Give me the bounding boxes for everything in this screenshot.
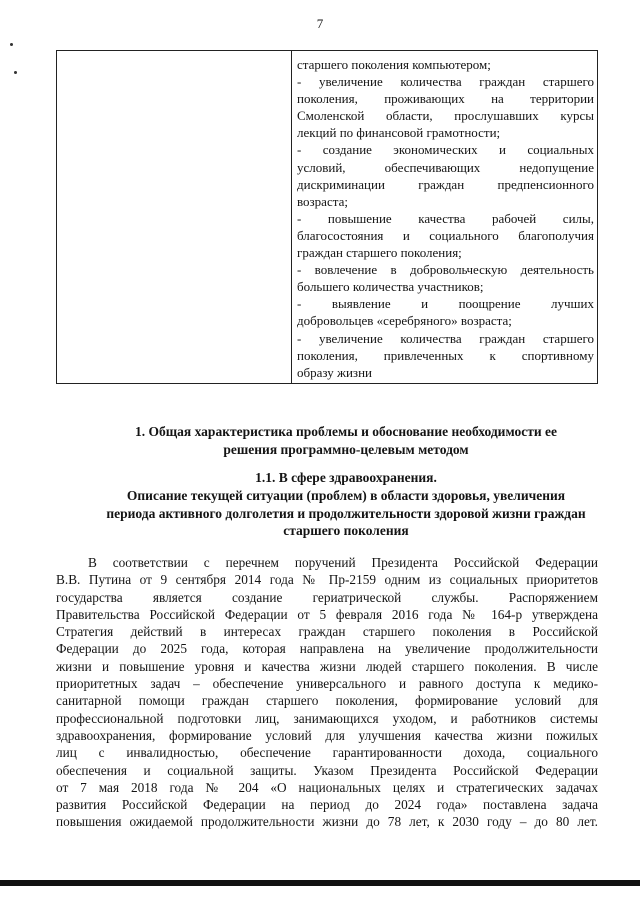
table-cell-line: - выявление и поощрение лучших	[297, 296, 594, 312]
paragraph-line: профессиональной подготовки лиц, занимающихся уходом, и работников системы	[56, 710, 598, 726]
continuation-table	[56, 50, 598, 384]
paragraph-line: Федерации до 2025 года, которая направлена на увеличение продолжительности	[56, 641, 598, 657]
paragraph-line: Правительства Российской Федерации от 5 февраля 2016 года № 164-р утверждена	[56, 606, 598, 622]
paragraph-line: Стратегия действий в интересах граждан старшего поколения в Российской	[56, 624, 598, 640]
paragraph-line: государства является создание гериатрической службы. Распоряжением	[56, 589, 598, 605]
paragraph-line: В.В. Путина от 9 сентября 2014 года № Пр-2159 одним из социальных приоритетов	[56, 572, 598, 588]
table-cell-line: поколения, проживающих на территории	[297, 91, 594, 107]
paragraph-line: приоритетных задач – обеспечение универсального и равного доступа к медико-	[56, 676, 598, 692]
table-cell-line: добровольцев «серебряного» возраста;	[297, 313, 512, 329]
subsection-heading	[56, 487, 636, 540]
subsection-heading-line: периода активного долголетия и продолжительности здоровой жизни граждан	[106, 505, 586, 521]
paragraph-line: здравоохранения, формирование условий для улучшения качества жизни пожилых	[56, 727, 598, 743]
paragraph-line: от 7 мая 2018 года № 204 «О национальных целях и стратегических задачах	[56, 779, 598, 795]
body-paragraph	[56, 554, 598, 831]
table-cell-line: старшего поколения компьютером;	[297, 57, 491, 72]
table-cell-line: - повышение качества рабочей силы,	[297, 210, 594, 226]
table-cell-line: возраста;	[297, 193, 348, 209]
subsection-heading-line: старшего поколения	[283, 523, 409, 538]
table-cell-line: благосостояния и социального благополучия	[297, 227, 594, 243]
table-cell-line: лекций по финансовой грамотности;	[297, 125, 501, 141]
table-cell-line: образу жизни	[297, 364, 372, 380]
table-cell-line: большего количества участников;	[297, 279, 484, 295]
table-cell-line: Смоленской области, прослушавших курсы	[297, 108, 594, 124]
subsection-heading-line: Описание текущей ситуации (проблем) в области здоровья, увеличения	[126, 488, 566, 503]
table-right-cell	[292, 51, 597, 383]
paragraph-line: лиц с инвалидностью, обеспечение гарантированности дохода, социального	[56, 745, 598, 761]
paragraph-line: развития Российской Федерации на период до 2024 года» поставлена задача	[56, 797, 598, 813]
table-cell-line: поколения, привлеченных к спортивному	[297, 347, 594, 363]
margin-mark	[10, 43, 13, 46]
paragraph-line: повышения ожидаемой продолжительности жизни до 78 лет, к 2030 году – до 80 лет.	[56, 814, 598, 830]
paragraph-line: В соответствии с перечнем поручений Президента Российской Федерации	[88, 555, 598, 570]
table-cell-line: дискриминации граждан предпенсионного	[297, 176, 594, 192]
section-heading	[56, 423, 636, 458]
section-heading-line: решения программно-целевым методом	[223, 441, 469, 457]
page-number: 7	[316, 16, 324, 31]
paragraph-line: жизни и повышение уровня и качества жизни людей старшего поколения. В числе	[56, 658, 598, 674]
table-cell-line: - создание экономических и социальных	[297, 142, 594, 158]
table-cell-line: - увеличение количества граждан старшего	[297, 330, 594, 346]
table-cell-line: граждан старшего поколения;	[297, 245, 462, 261]
table-cell-line: - увеличение количества граждан старшего	[297, 74, 594, 90]
section-heading-line: 1. Общая характеристика проблемы и обоснование необходимости ее	[135, 424, 557, 439]
table-cell-line: условий, обеспечивающих недопущение	[297, 159, 594, 175]
subsection-title: 1.1. В сфере здравоохранения.	[255, 470, 437, 485]
paragraph-line: обеспечения и социальной защиты. Указом Президента Российской Федерации	[56, 762, 598, 778]
table-left-cell	[57, 51, 292, 383]
paragraph-line: санитарной помощи граждан старшего поколения, формирование условий для	[56, 693, 598, 709]
margin-mark	[14, 71, 17, 74]
table-cell-line: - вовлечение в добровольческую деятельность	[297, 262, 594, 278]
page-footer-rule	[0, 880, 640, 886]
